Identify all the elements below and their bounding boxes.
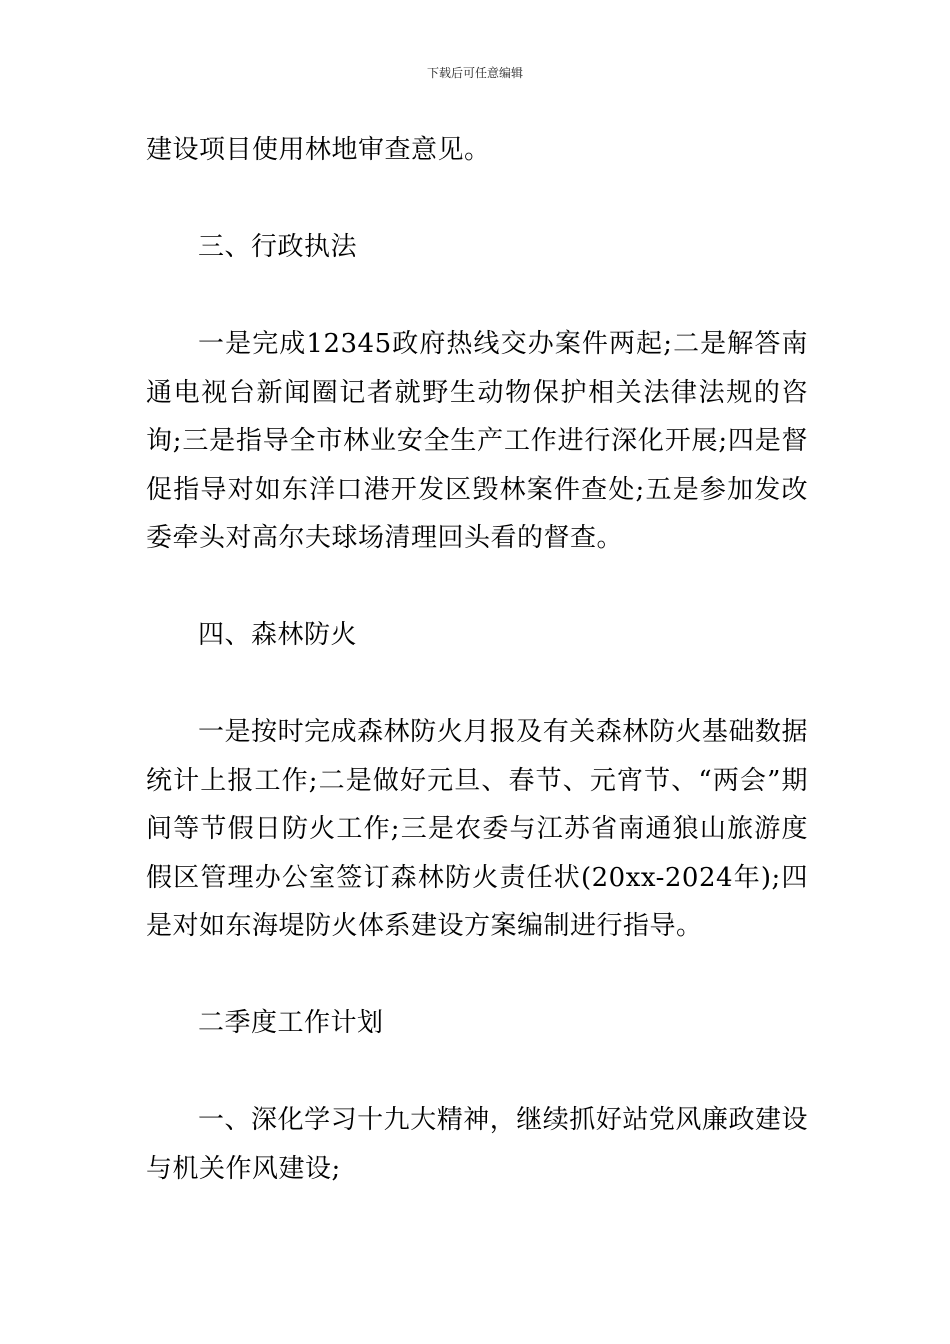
paragraph-gap: [146, 272, 808, 321]
paragraph-gap: [146, 951, 808, 1000]
paragraph-enforcement-details: 一是完成12345政府热线交办案件两起;二是解答南通电视台新闻圈记者就野生动物保护相关法律法规的咨询;三是指导全市林业安全生产工作进行深化开展;四是督促指导对如东洋口港开发区毁林案件查处;五是参加发改委牵头对高尔夫球场清理回头看的督查。: [146, 329, 808, 553]
section-heading-forest-fire-prevention: 四、森林防火: [198, 620, 358, 650]
paragraph-fire-prevention-details: 一是按时完成森林防火月报及有关森林防火基础数据统计上报工作;二是做好元旦、春节、元宵节、“两会”期间等节假日防火工作;三是农委与江苏省南通狼山旅游度假区管理办公室签订森林防火责任状(20xx-2024年);四是对如东海堤防火体系建设方案编制进行指导。: [146, 717, 808, 941]
document-body: [146, 126, 808, 1193]
page-header-note: 下载后可任意编辑: [426, 66, 523, 80]
paragraph-gap: [146, 175, 808, 224]
paragraph-gap: [146, 660, 808, 709]
paragraph-gap: [146, 563, 808, 612]
section-heading-administrative-enforcement: 三、行政执法: [198, 232, 358, 262]
section-heading-q2-plan: 二季度工作计划: [198, 1008, 384, 1038]
paragraph-gap: [146, 1048, 808, 1097]
paragraph-continuation: 建设项目使用林地审查意见。: [146, 135, 491, 165]
paragraph-plan-item-1: 一、深化学习十九大精神，继续抓好站党风廉政建设与机关作风建设;: [146, 1105, 808, 1184]
